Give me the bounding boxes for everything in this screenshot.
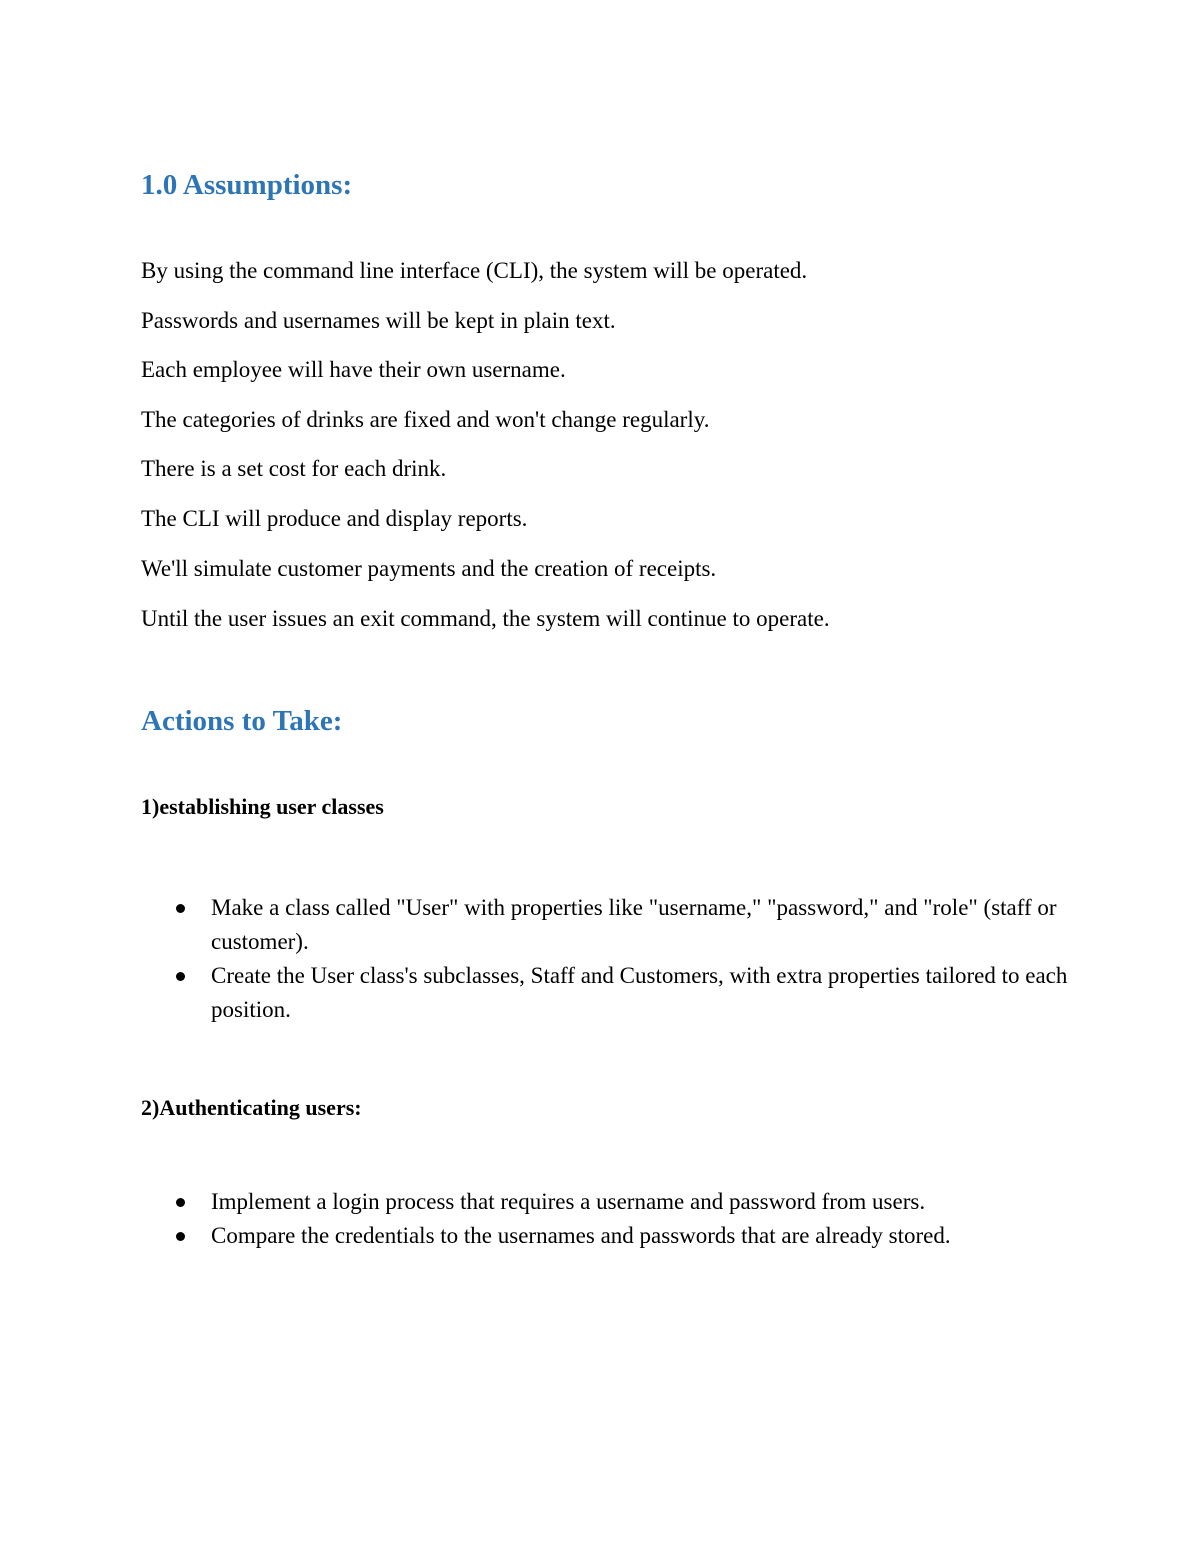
authentication-bullet-list bbox=[0, 1185, 1071, 1253]
list-item-text: Compare the credentials to the usernames and passwords that are already stored. bbox=[211, 1223, 951, 1248]
list-item bbox=[0, 1185, 1071, 1219]
list-item-text: Make a class called "User" with properties like "username," "password," and "role" (staff or customer). bbox=[211, 895, 1057, 954]
section-heading-user-classes: 1)establishing user classes bbox=[141, 794, 384, 819]
assumption-line: Passwords and usernames will be kept in plain text. bbox=[141, 308, 616, 333]
user-classes-bullet-list bbox=[0, 891, 1071, 1027]
bullet-dot-icon bbox=[176, 972, 185, 981]
assumption-line: There is a set cost for each drink. bbox=[141, 456, 447, 481]
list-item bbox=[0, 959, 1071, 1027]
bullet-dot-icon bbox=[176, 1232, 185, 1241]
assumption-line: We'll simulate customer payments and the creation of receipts. bbox=[141, 556, 717, 581]
bullet-dot-icon bbox=[176, 904, 185, 913]
assumption-line: The categories of drinks are fixed and won't change regularly. bbox=[141, 407, 710, 432]
list-item-text: Implement a login process that requires a username and password from users. bbox=[211, 1189, 926, 1214]
actions-heading: Actions to Take: bbox=[141, 705, 343, 737]
list-item-text: Create the User class's subclasses, Staff and Customers, with extra properties tailored to each position. bbox=[211, 963, 1068, 1022]
list-item bbox=[0, 891, 1071, 959]
assumptions-heading: 1.0 Assumptions: bbox=[141, 169, 353, 201]
bullet-dot-icon bbox=[176, 1198, 185, 1207]
assumption-line: Each employee will have their own username. bbox=[141, 357, 566, 382]
list-item bbox=[0, 1219, 1071, 1253]
assumption-line: The CLI will produce and display reports. bbox=[141, 506, 528, 531]
assumption-line: Until the user issues an exit command, the system will continue to operate. bbox=[141, 606, 830, 631]
section-heading-authentication: 2)Authenticating users: bbox=[141, 1095, 362, 1120]
assumption-line: By using the command line interface (CLI), the system will be operated. bbox=[141, 258, 808, 283]
